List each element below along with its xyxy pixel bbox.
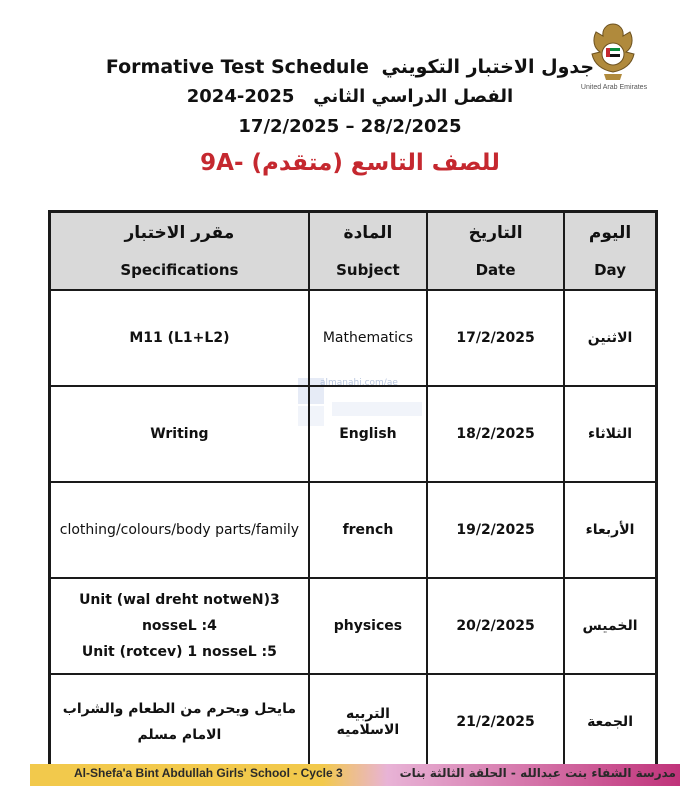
header-subject: [309, 212, 427, 291]
day-cell: الجمعة: [564, 674, 656, 771]
schedule-table: [48, 210, 658, 772]
spec-cell: [50, 386, 309, 482]
table-row: [50, 674, 657, 771]
subject-cell: Mathematics: [309, 290, 427, 386]
date-cell: 21/2/2025: [427, 674, 564, 771]
header-day-english: Day: [594, 261, 626, 279]
date-cell: 18/2/2025: [427, 386, 564, 482]
footer-school-english: Al-Shefa'a Bint Abdullah Girls' School - Cycle 3: [74, 766, 343, 780]
footer-school-arabic: مدرسة الشفاء بنت عبدالله - الحلقة الثالثة بنات: [399, 766, 676, 780]
spec-line: clothing/colours/body parts/family: [59, 521, 300, 538]
subject-cell: french: [309, 482, 427, 578]
spec-cell: [50, 290, 309, 386]
watermark-text: almanahj.com/ae: [320, 378, 398, 388]
title-english: Formative Test Schedule: [105, 56, 369, 78]
subject-cell: English: [309, 386, 427, 482]
class-line: [0, 150, 700, 176]
header-date: [427, 212, 564, 291]
term-arabic: الفصل الدراسي الثاني: [313, 86, 514, 107]
spec-line: Unit (wal dreht notweN)3 nosseL :4: [79, 592, 280, 634]
spec-line: Unit (rotcev) 1 nosseL :5: [81, 644, 277, 660]
spec-cell: [50, 578, 309, 674]
subject-cell: physices: [309, 578, 427, 674]
spec-cell: [50, 674, 309, 771]
academic-year: 2024-2025: [186, 86, 295, 107]
header-specifications: [50, 212, 309, 291]
header-spec-english: Specifications: [120, 261, 239, 279]
day-cell: الأربعاء: [564, 482, 656, 578]
class-arabic: للصف التاسع (متقدم): [251, 150, 500, 176]
date-cell: 17/2/2025: [427, 290, 564, 386]
header-date-english: Date: [475, 261, 516, 279]
table-row: [50, 482, 657, 578]
term-line: [0, 86, 700, 107]
table-header-row: [50, 212, 657, 291]
header-spec-arabic: مقرر الاختبار: [124, 223, 235, 243]
header-day-arabic: اليوم: [588, 223, 632, 243]
subject-cell: التربيه الاسلاميه: [309, 674, 427, 771]
table-row: [50, 578, 657, 674]
table-row: [50, 386, 657, 482]
day-cell: الثلاثاء: [564, 386, 656, 482]
date-cell: 20/2/2025: [427, 578, 564, 674]
table-row: [50, 290, 657, 386]
day-cell: الاثنين: [564, 290, 656, 386]
spec-line: Writing: [150, 426, 209, 442]
spec-line: M11 (L1+L2): [129, 330, 230, 346]
spec-line: الامام مسلم: [137, 727, 222, 743]
header-day: [564, 212, 656, 291]
day-cell: الخميس: [564, 578, 656, 674]
date-cell: 19/2/2025: [427, 482, 564, 578]
class-code: 9A-: [200, 150, 244, 176]
date-range: 17/2/2025 – 28/2/2025: [238, 116, 462, 137]
title-arabic: جدول الاختبار التكويني: [381, 56, 595, 78]
spec-line: مايحل ويحرم من الطعام والشراب: [62, 701, 297, 717]
header-date-arabic: التاريخ: [468, 223, 523, 243]
header-subject-arabic: المادة: [343, 223, 393, 243]
header-subject-english: Subject: [336, 261, 400, 279]
spec-cell: [50, 482, 309, 578]
title-line: [0, 56, 700, 78]
emblem-caption: United Arab Emirates: [580, 84, 648, 91]
